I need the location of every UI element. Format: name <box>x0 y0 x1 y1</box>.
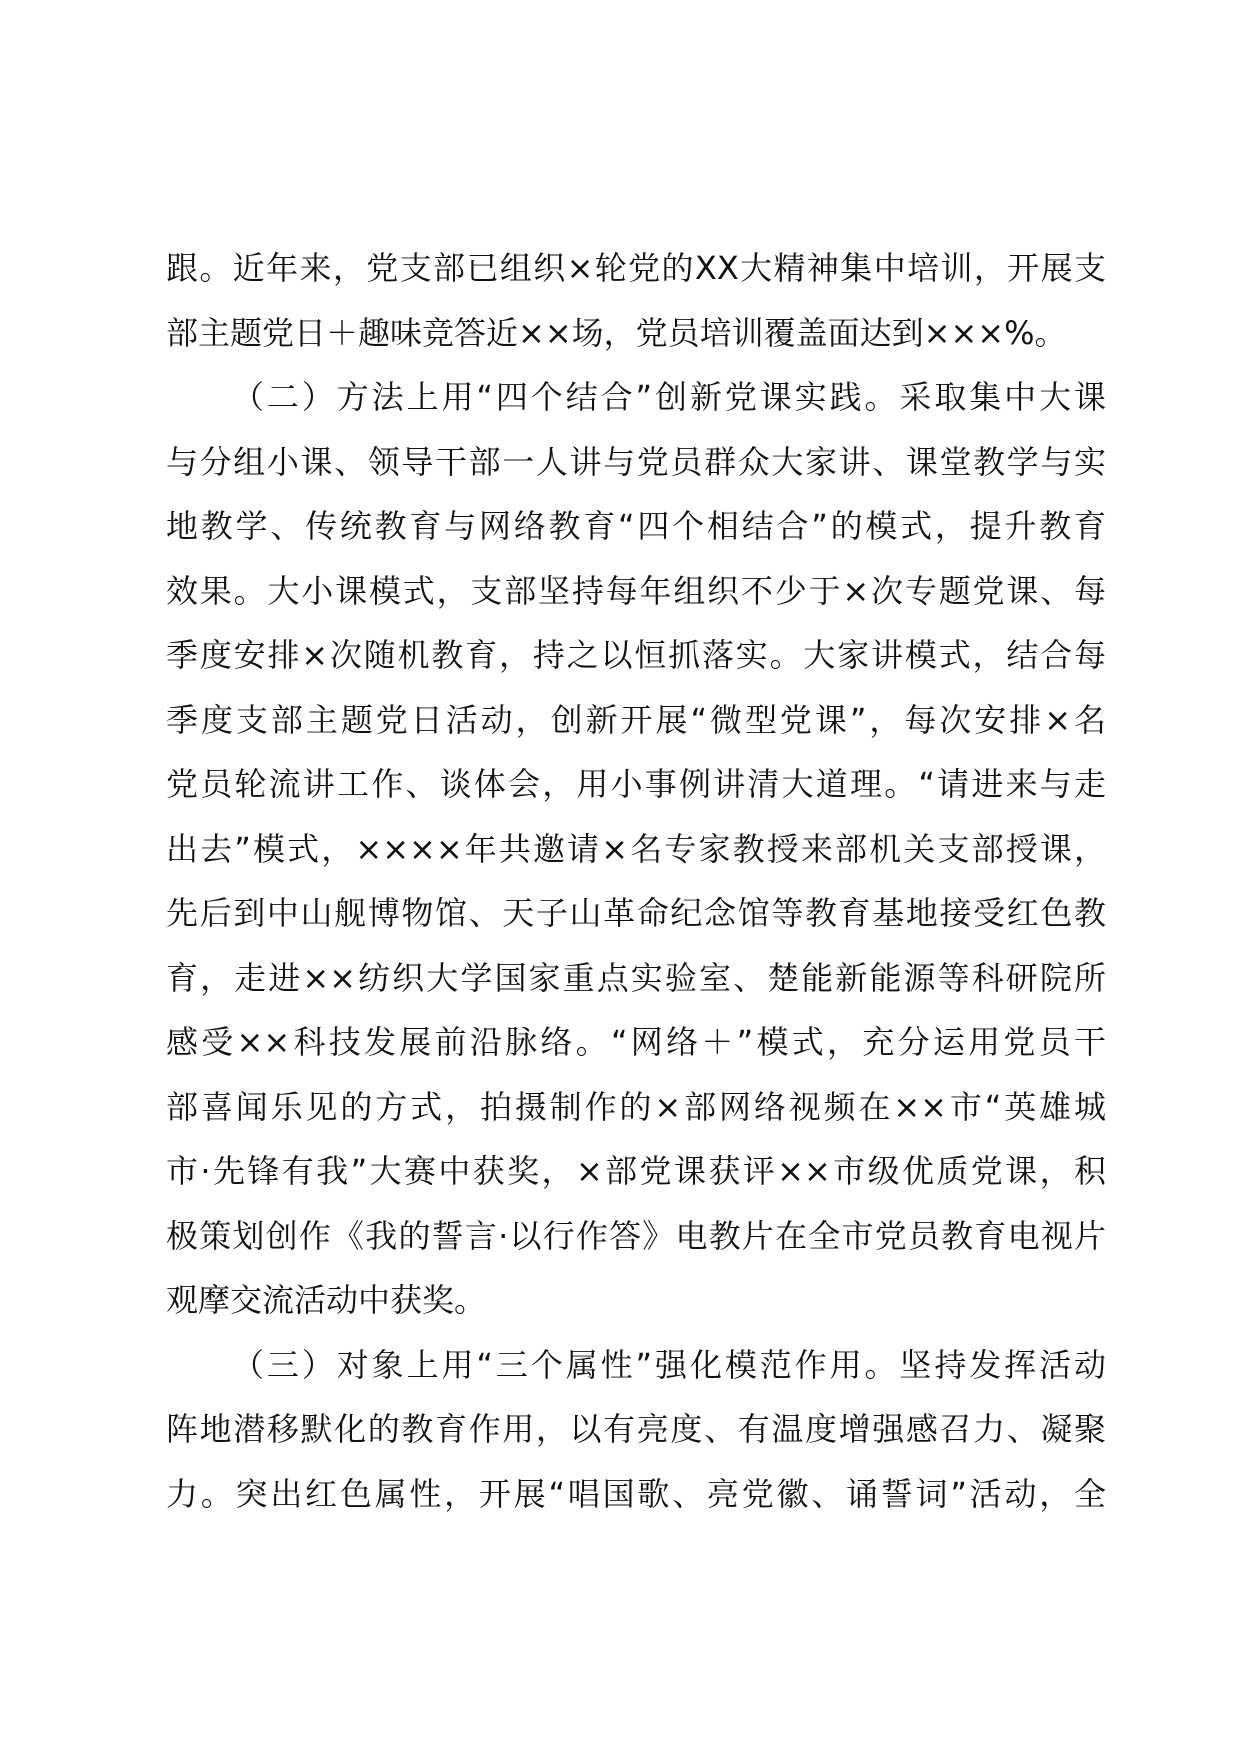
text-line-6: 效果。大小课模式，支部坚持每年组织不少于×次专题党课、每 <box>166 571 1106 610</box>
text-line-2: 部主题党日＋趣味竞答近××场，党员培训覆盖面达到×××%。 <box>166 313 1067 352</box>
text-line-10: 出去”模式，××××年共邀请×名专家教授来部机关支部授课， <box>166 829 1106 868</box>
text-line-7: 季度安排×次随机教育，持之以恒抓落实。大家讲模式，结合每 <box>166 636 1106 674</box>
section-heading-three: （三）对象上用“三个属性”强化模范作用。坚持发挥活动 <box>232 1345 1106 1384</box>
text-line-13: 感受××科技发展前沿脉络。“网络＋”模式，充分运用党员干 <box>166 1023 1106 1061</box>
text-line-20: 力。突出红色属性，开展“唱国歌、亮党徽、诵誓词”活动，全 <box>166 1474 1106 1513</box>
text-line-4: 与分组小课、领导干部一人讲与党员群众大家讲、课堂教学与实 <box>166 442 1106 481</box>
text-line-11: 先后到中山舰博物馆、天子山革命纪念馆等教育基地接受红色教 <box>166 894 1106 932</box>
text-line-15: 市·先锋有我”大赛中获奖，×部党课获评××市级优质党课，积 <box>166 1152 1106 1190</box>
section-heading-two: （二）方法上用“四个结合”创新党课实践。采取集中大课 <box>232 378 1106 416</box>
text-line-9: 党员轮流讲工作、谈体会，用小事例讲清大道理。“请进来与走 <box>166 765 1106 803</box>
text-line-5: 地教学、传统教育与网络教育“四个相结合”的模式，提升教育 <box>166 507 1106 545</box>
text-line-12: 育，走进××纺织大学国家重点实验室、楚能新能源等科研院所 <box>166 958 1106 997</box>
text-line-14: 部喜闻乐见的方式，拍摄制作的×部网络视频在××市“英雄城 <box>166 1087 1106 1126</box>
text-line-17: 观摩交流活动中获奖。 <box>166 1281 487 1319</box>
text-line-1: 跟。近年来，党支部已组织×轮党的XX大精神集中培训，开展支 <box>166 249 1106 287</box>
text-line-8: 季度支部主题党日活动，创新开展“微型党课”，每次安排×名 <box>166 700 1106 739</box>
body-text <box>166 236 1106 1526</box>
text-line-16: 极策划创作《我的誓言·以行作答》电教片在全市党员教育电视片 <box>166 1216 1106 1255</box>
text-line-19: 阵地潜移默化的教育作用，以有亮度、有温度增强感召力、凝聚 <box>166 1410 1106 1448</box>
